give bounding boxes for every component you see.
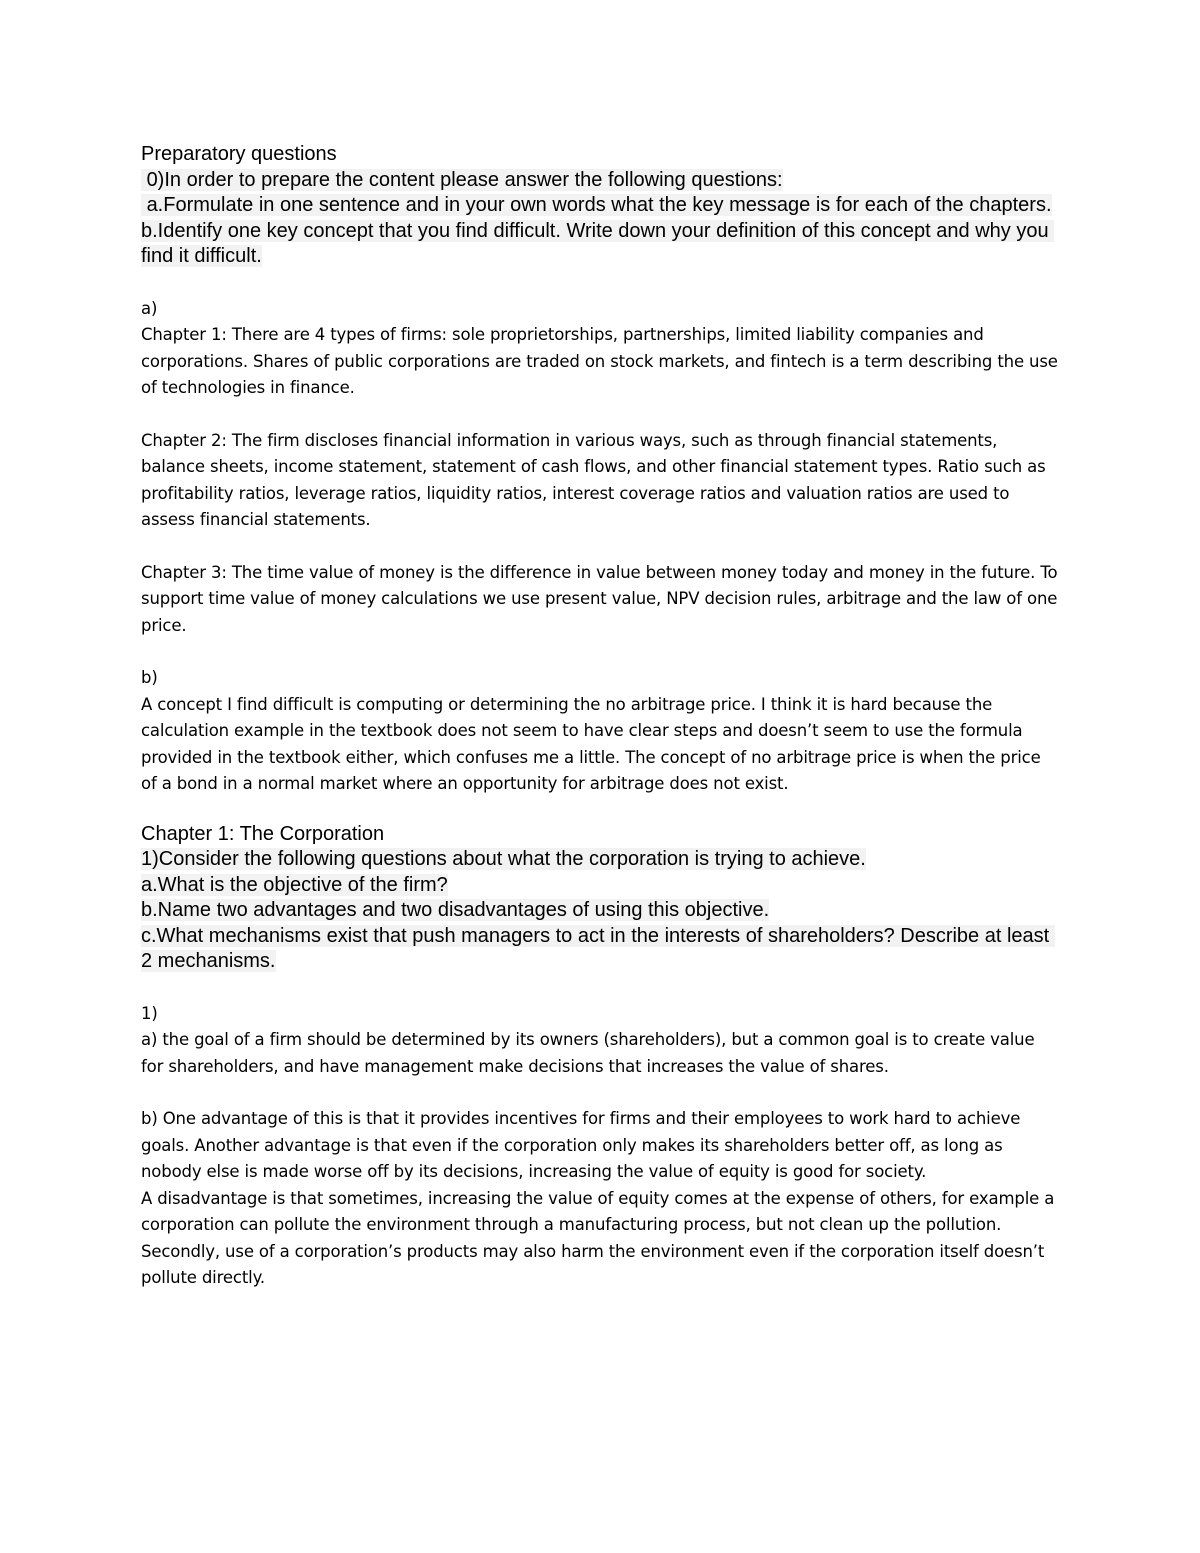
answer-1b-disadvantage: A disadvantage is that sometimes, increasing the value of equity comes at the expense of others, for example a corporation can pollute the environment through a manufacturing process, but not clean up the pollution. Secondly, use of a corporation’s products may also harm the environment even if the corporation itself doesn’t pollute directly. <box>141 1188 1060 1287</box>
document-page <box>141 142 1061 1292</box>
answer-chapter-2: Chapter 2: The firm discloses financial information in various ways, such as through financial statements, balance sheets, income statement, statement of cash flows, and other financial statement types. Ratio such as profitability ratios, leverage ratios, liquidity ratios, interest coverage ratios and valuation ratios are used to assess financial statements. <box>141 430 1051 529</box>
answers-a-block <box>141 296 1061 798</box>
question-1c: c.What mechanisms exist that push managers to act in the interests of shareholders? Describe at least 2 mechanisms. <box>141 924 1055 972</box>
answers-1-block <box>141 1001 1061 1292</box>
answers-b-label: b) <box>141 668 158 687</box>
answers-1-label: 1) <box>141 1003 158 1023</box>
answer-chapter-3: Chapter 3: The time value of money is the difference in value between money today and money in the future. To support time value of money calculations we use present value, NPV decision rules, arbitrage and the law of one price. <box>141 562 1063 635</box>
question-1b: b.Name two advantages and two disadvantages of using this objective. <box>141 899 770 921</box>
answer-1a: a) the goal of a firm should be determined by its owners (shareholders), but a common goal is to create value for shareholders, and have management make decisions that increases the value of shares. <box>141 1030 1040 1076</box>
answer-chapter-1: Chapter 1: There are 4 types of firms: sole proprietorships, partnerships, limited liability companies and corporations. Shares of public corporations are traded on stock markets, and fintech is a term describing the use of technologies in finance. <box>141 325 1063 397</box>
preparatory-heading: Preparatory questions <box>141 143 337 165</box>
preparatory-questions-block <box>141 142 1061 270</box>
question-1: 1)Consider the following questions about what the corporation is trying to achieve. <box>141 848 866 870</box>
question-0b: b.Identify one key concept that you find difficult. Write down your definition of this concept and why you find it difficult. <box>141 219 1055 267</box>
answer-b-text: A concept I find difficult is computing or determining the no arbitrage price. I think it is hard because the calculation example in the textbook does not seem to have clear steps and doesn’t seem to use the formula provided in the textbook either, which confuses me a little. The concept of no arbitrage price is when the price of a bond in a normal market where an opportunity for arbitrage does not exist. <box>141 694 1046 793</box>
question-0a: a.Formulate in one sentence and in your own words what the key message is for each of the chapters. <box>141 194 1052 216</box>
question-0: 0)In order to prepare the content please answer the following questions: <box>141 168 783 191</box>
question-1a: a.What is the objective of the firm? <box>141 873 448 896</box>
chapter-1-questions-block <box>141 822 1061 975</box>
chapter-1-heading: Chapter 1: The Corporation <box>141 822 385 845</box>
answer-1b: b) One advantage of this is that it provides incentives for firms and their employees to work hard to achieve goals. Another advantage is that even if the corporation only makes its shareholders better off, as long as nobody else is made worse off by its decisions, increasing the value of equity is good for society. <box>141 1109 1026 1181</box>
answers-a-label: a) <box>141 298 158 318</box>
